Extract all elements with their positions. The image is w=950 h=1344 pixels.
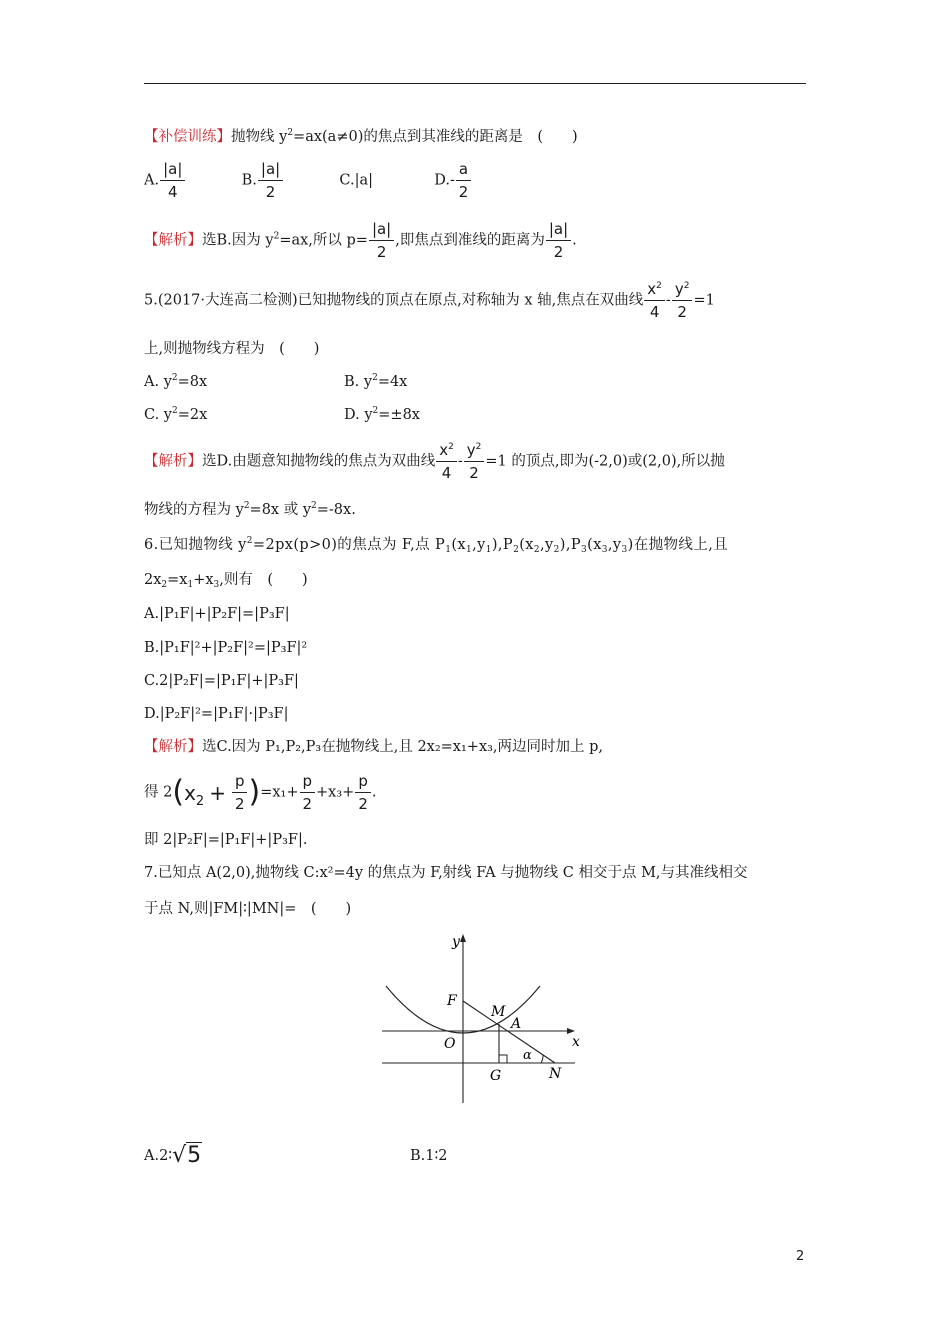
q6-solution: 【解析】选C.因为 P₁,P₂,P₃在抛物线上,且 2x₂=x₁+x₃,两边同时加上 p,: [144, 739, 604, 755]
q6-option-c: C.2|P₂F|=|P₁F|+|P₃F|: [144, 673, 299, 689]
q6-option-d: D.|P₂F|²=|P₁F|·|P₃F|: [144, 706, 289, 722]
tag-solution: 【解析】: [144, 232, 202, 249]
q6-stem-2: $2x_2=x_1+x_3$,则有 ( ): [144, 572, 308, 590]
right-angle-mark: [499, 1055, 507, 1063]
extra-question-options: A. $\frac{|a|}{4}$ B. $\frac{|a|}{2}$ C.|a| D.- $\frac{a}{2}$: [144, 160, 472, 201]
q5-option-c: C. $y^2=2x$: [144, 406, 208, 423]
q7-option-a: A.2∶√5: [144, 1143, 202, 1168]
q6-solution-end: 即 2|P₂F|=|P₁F|+|P₃F|.: [144, 832, 308, 848]
label-o: O: [444, 1036, 456, 1052]
parabola-figure: [370, 930, 590, 1110]
q6-option-b: B.|P₁F|²+|P₂F|²=|P₃F|²: [144, 640, 308, 656]
label-a: A: [511, 1016, 522, 1032]
option-a-fraction: $\frac{|a|}{4}$: [160, 160, 185, 201]
y-axis-arrow: [460, 934, 466, 942]
option-d-fraction: $\frac{a}{2}$: [456, 160, 471, 201]
header-rule: [144, 83, 806, 84]
label-f: F: [447, 993, 457, 1009]
q6-option-a: A.|P₁F|+|P₂F|=|P₃F|: [144, 606, 290, 622]
label-m: M: [491, 1004, 506, 1020]
option-b-fraction: $\frac{|a|}{2}$: [258, 160, 283, 201]
q5-option-b: B. $y^2=4x$: [344, 373, 408, 390]
q7-option-b: B.1∶2: [410, 1148, 448, 1164]
label-alpha: α: [523, 1048, 532, 1063]
q5-stem-2: 上,则抛物线方程为 ( ): [144, 341, 320, 357]
q7-stem: 7.已知点 A(2,0),抛物线 C:x²=4y 的焦点为 F,射线 FA 与抛物线 C 相交于点 M,与其准线相交: [144, 865, 748, 881]
label-y: y: [452, 934, 460, 950]
option-c: C.|a|: [339, 172, 374, 189]
q5-solution-2: 物线的方程为 $y^2=8x$ 或 $y^2=-8x$.: [144, 501, 356, 518]
label-g: G: [490, 1068, 502, 1084]
angle-alpha-arc: [541, 1055, 543, 1063]
extra-question-stem: 【补偿训练】抛物线 $y^2=ax(a\ne 0)$的焦点到其准线的距离是 ( ): [144, 128, 578, 145]
q5-option-a: A. $y^2=8x$: [144, 373, 208, 390]
extra-solution: 【解析】选B.因为 $y^2=ax$,所以 p= $\frac{|a|}{2}$ ,即焦点到准线的距离为 $\frac{|a|}{2}$ .: [144, 220, 577, 261]
label-x: x: [572, 1034, 580, 1050]
label-n: N: [549, 1066, 562, 1082]
q5-stem: 5.(2017·大连高二检测)已知抛物线的顶点在原点,对称轴为 x 轴,焦点在双曲线 $\frac{x^2}{4}$ - $\frac{y^2}{2}$ =1: [144, 280, 715, 321]
q6-solution-formula: 得 $2(x_2$ + $\frac{p}{2}$ )=x₁+ $\frac{p}{2}$ +x₃+ $\frac{p}{2}$ .: [144, 772, 377, 813]
sqrt-five: √5: [172, 1143, 202, 1168]
q5-option-d: D. $y^2=\pm 8x$: [344, 406, 420, 423]
page-number: 2: [796, 1249, 805, 1264]
q6-stem: 6.已知抛物线 $y^2=2px(p>0)$的焦点为 F,点 $P_1(x_1,y_1),P_2(x_2,y_2),P_3(x_3,y_3)$在抛物线上,且: [144, 536, 729, 555]
q7-stem-2: 于点 N,则|FM|∶|MN|= ( ): [144, 901, 352, 917]
q5-solution: 【解析】选D.由题意知抛物线的焦点为双曲线 $\frac{x^2}{4}$ - $\frac{y^2}{2}$ =1 的顶点,即为(-2,0)或(2,0),所以抛: [144, 441, 725, 482]
tag-extra-training: 【补偿训练】: [144, 129, 231, 145]
